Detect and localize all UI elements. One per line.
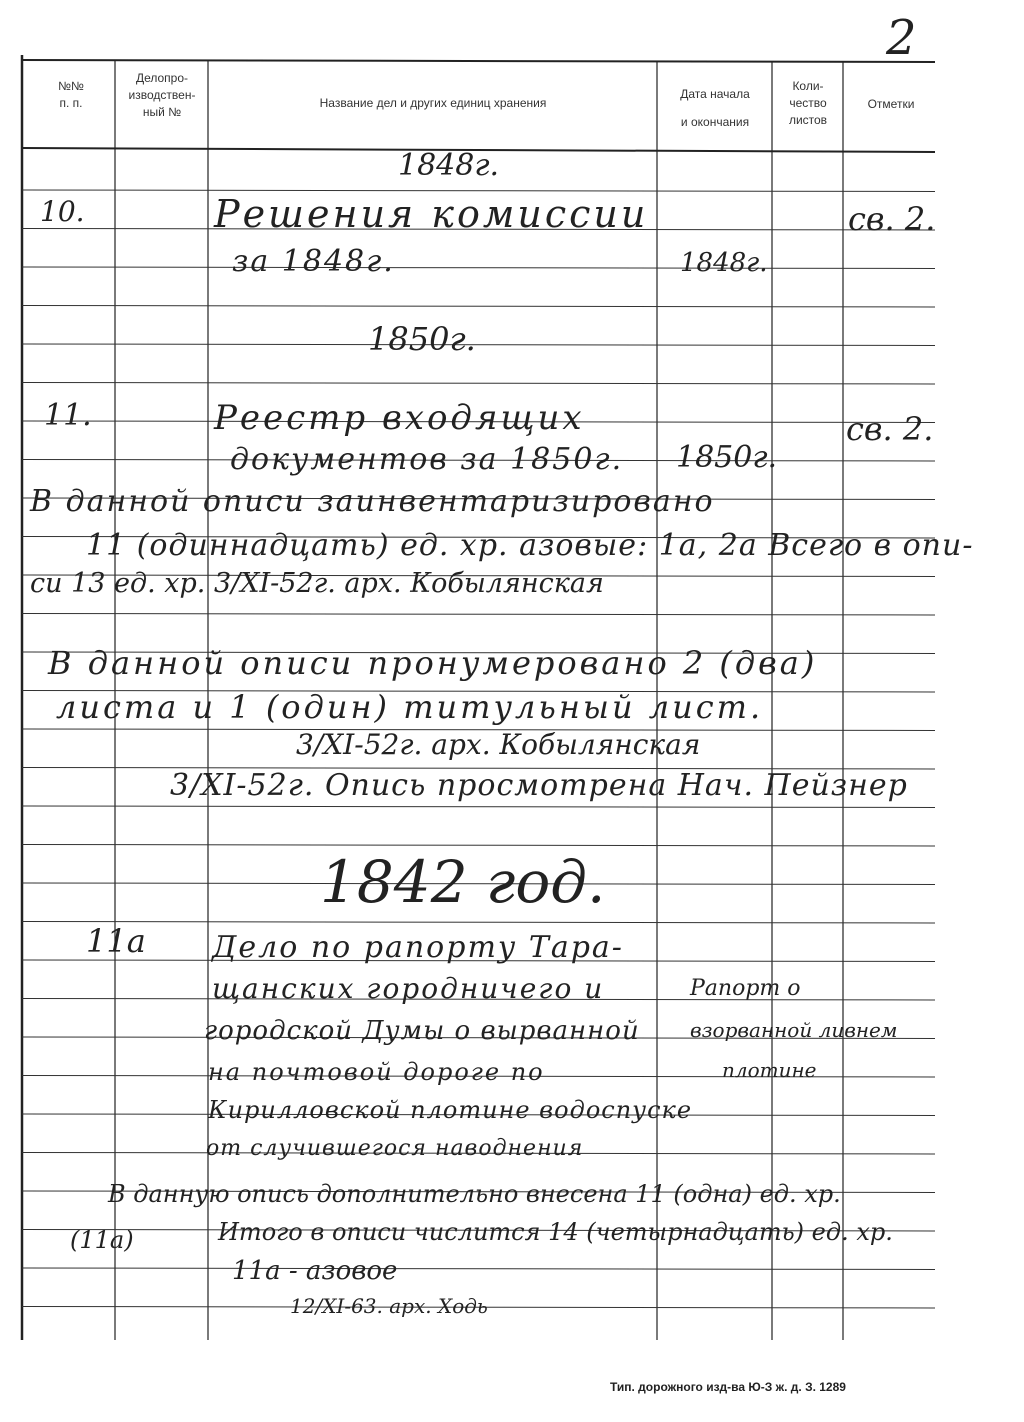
header-col-dates: Дата начала и окончания [680, 87, 750, 129]
numbered-note-line-1: В данной описи пронумеровано 2 (два) [48, 644, 818, 682]
entry-11a-title-line-6: от случившегося наводнения [206, 1136, 584, 1161]
year-heading-1842: 1842 год. [320, 848, 606, 916]
added-note-margin-ref: (11а) [70, 1226, 134, 1254]
entry-11a-title-line-3: городской Думы о вырванной [204, 1016, 640, 1046]
ruled-line [22, 922, 935, 924]
numbered-note-line-3: 3/XI-52г. арх. Кобылянская [296, 728, 701, 761]
entry-11a-title-line-2: щанских городничего и [212, 972, 605, 1005]
numbered-note-line-2: листа и 1 (один) титульный лист. [56, 688, 764, 726]
entry-11-notes: св. 2. [846, 410, 934, 448]
added-note-line-1: В данную опись дополнительно внесена 11 (одна) ед. хр. [108, 1180, 841, 1208]
ruled-line [22, 614, 935, 616]
entry-11a-number: 11а [86, 922, 146, 960]
inventory-note-line-3: си 13 ед. хр. 3/XI-52г. арх. Кобылянская [30, 568, 604, 599]
inventory-note-line-2: 11 (одиннадцать) ед. хр. азовые: 1а, 2а Всего в опи- [86, 528, 974, 563]
entry-10-dates: 1848г. [680, 248, 768, 278]
entry-11-title-line-1: Реестр входящих [214, 398, 585, 438]
entry-10-title-line-1: Решения комиссии [214, 192, 649, 236]
entry-11-title-line-2: документов за 1850г. [230, 442, 624, 477]
printer-imprint: Тип. дорожного изд-ва Ю-З ж. д. З. 1289 [610, 1380, 846, 1394]
entry-11a-side-note-line-1: Рапорт о [690, 976, 801, 1001]
header-col-office-number: Делопро- изводствен- ный № [128, 71, 196, 119]
entry-10-number: 10. [40, 195, 85, 228]
entry-11a-title-line-5: Кирилловской плотине водоспуске [208, 1096, 693, 1124]
ruled-line [22, 306, 935, 308]
header-col-sheets: Коли- чество листов [788, 79, 828, 127]
entry-10-title-line-2: за 1848г. [232, 244, 395, 279]
inventory-note-line-1: В данной описи заинвентаризировано [30, 484, 715, 519]
entry-11-number: 11. [44, 398, 92, 433]
added-note-line-3: 11а - азовое [232, 1256, 398, 1286]
entry-11a-side-note-line-2: взорванной ливнем [690, 1018, 898, 1042]
entry-10-notes: св. 2. [848, 200, 936, 238]
entry-11a-side-note-line-3: плотине [722, 1058, 817, 1082]
added-note-line-2: Итого в описи числится 14 (четырнадцать) ед. хр. [218, 1218, 893, 1246]
ruled-line [22, 267, 935, 269]
ruled-line [22, 1268, 935, 1270]
added-note-line-4: 12/XI-63. арх. Ходь [290, 1294, 488, 1318]
header-col-notes: Отметки [867, 97, 915, 111]
year-heading-1848: 1848г. [398, 148, 500, 183]
year-heading-1850: 1850г. [368, 320, 476, 358]
entry-11a-title-line-1: Дело по рапорту Тара- [212, 930, 624, 965]
ruled-line [22, 383, 935, 385]
entry-11-dates: 1850г. [676, 440, 778, 475]
numbered-note-line-4: 3/XI-52г. Опись просмотрена Нач. Пейзнер [170, 768, 908, 803]
page-number: 2 [886, 10, 917, 66]
ruled-line [22, 845, 935, 847]
header-col-number: №№ п. п. [58, 79, 84, 110]
entry-11a-title-line-4: на почтовой дороге по [208, 1058, 545, 1086]
ruled-line [22, 344, 935, 346]
header-col-title: Название дел и других единиц хранения [319, 96, 547, 110]
ruled-line [22, 806, 935, 808]
